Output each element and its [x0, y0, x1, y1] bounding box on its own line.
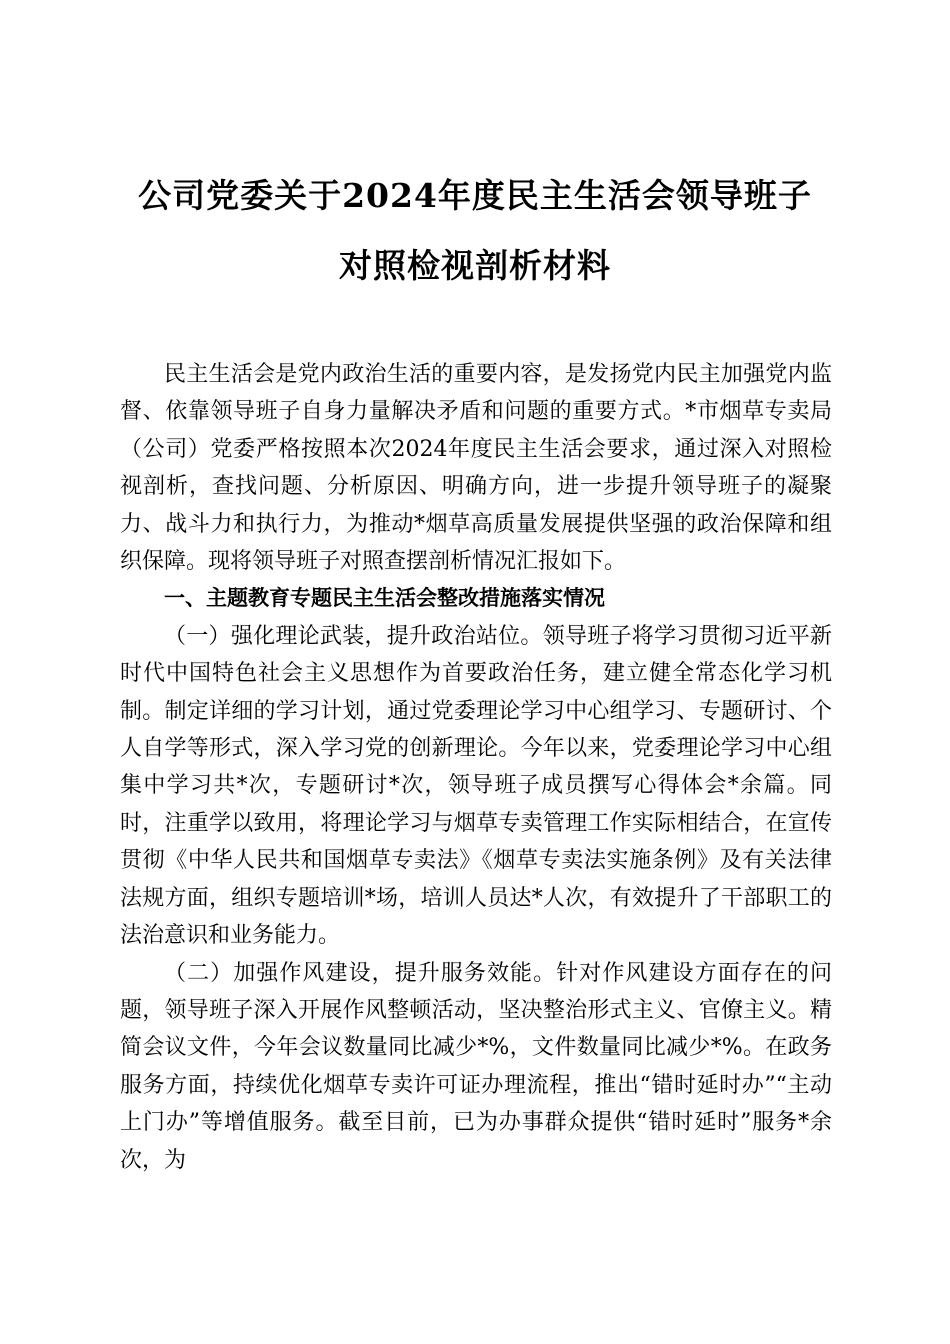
section-heading-1: 一、主题教育专题民主生活会整改措施落实情况: [164, 586, 605, 611]
item-2-paragraph: [120, 955, 832, 1179]
item-1-body: 领导班子将学习贯彻习近平新时代中国特色社会主义思想作为首要政治任务，建立健全常态化学习机制。制定详细的学习计划，通过党委理论学习中心组学习、专题研讨、个人自学等形式，深入学习党的创新理论。今年以来，党委理论学习中心组集中学习共*次，专题研讨*次，领导班子成员撰写心得体会*余篇。同时，注重学以致用，将理论学习与烟草专卖管理工作实际相结合，在宣传贯彻《中华人民共和国烟草专卖法》《烟草专卖法实施条例》及有关法律法规方面，组织专题培训*场，培训人员达*人次，有效提升了干部职工的法治意识和业务能力。: [120, 623, 832, 949]
item-2-lead: （二）加强作风建设，提升服务效能。: [164, 960, 557, 986]
document-title-line-2: 对照检视剖析材料: [339, 246, 611, 285]
document-body: [120, 356, 832, 1179]
item-1-paragraph: [120, 618, 832, 955]
document-title-line-1: 公司党委关于2024年度民主生活会领导班子: [138, 176, 812, 215]
item-2-body: 针对作风建设方面存在的问题，领导班子深入开展作风整顿活动，坚决整治形式主义、官僚主义。精简会议文件，今年会议数量同比减少*%，文件数量同比减少*%。在政务服务方面，持续优化烟草专卖许可证办理流程，推出“错时延时办”“主动上门办”等增值服务。截至目前，已为办事群众提供“错时延时”服务*余次，为: [120, 960, 832, 1173]
item-1-lead: （一）强化理论武装，提升政治站位。: [164, 623, 543, 649]
intro-paragraph: 民主生活会是党内政治生活的重要内容，是发扬党内民主加强党内监督、依靠领导班子自身力量解决矛盾和问题的重要方式。*市烟草专卖局（公司）党委严格按照本次2024年度民主生活会要求，通过深入对照检视剖析，查找问题、分析原因、明确方向，进一步提升领导班子的凝聚力、战斗力和执行力，为推动*烟草高质量发展提供坚强的政治保障和组织保障。现将领导班子对照查摆剖析情况汇报如下。: [120, 362, 832, 575]
